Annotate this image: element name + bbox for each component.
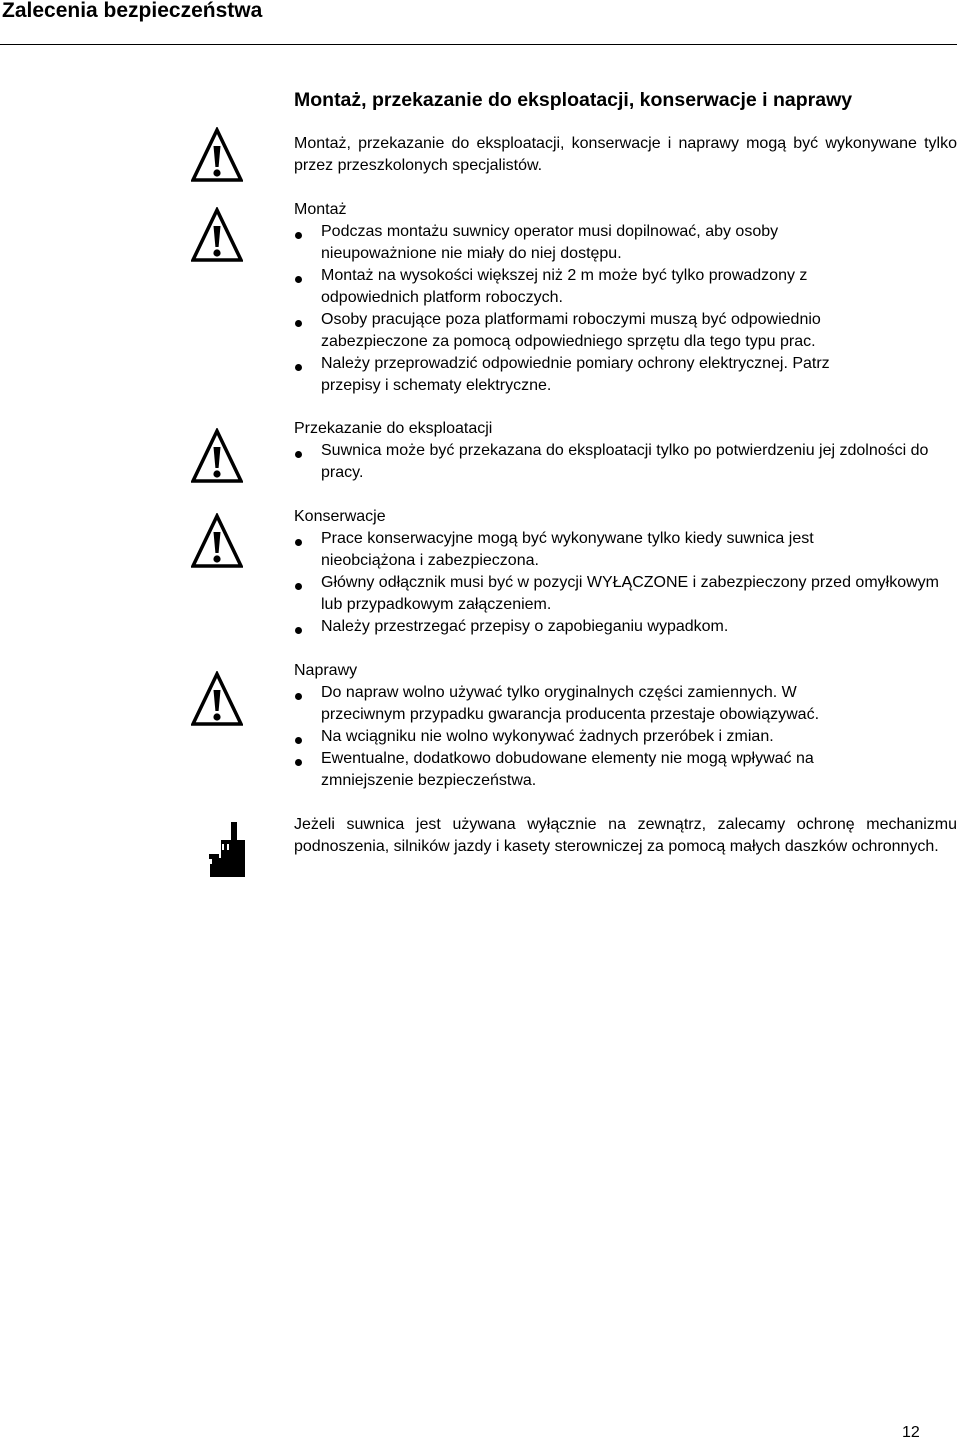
bullet-icon [295, 737, 302, 744]
warning-triangle-icon [191, 671, 243, 727]
bullet-icon [295, 693, 302, 700]
bullet-icon [295, 451, 302, 458]
warning-triangle-icon [191, 127, 243, 183]
hand-pointer-icon [209, 820, 245, 878]
bullet-icon [295, 364, 302, 371]
list-montaz [294, 221, 957, 397]
list-item: Należy przeprowadzić odpowiednie pomiary ochrony elektrycznej. Patrz przepisy i schematy elektryczne. [294, 353, 957, 397]
header-title: Zalecenia bezpieczeństwa [2, 0, 263, 22]
bullet-icon [295, 759, 302, 766]
bullet-icon [295, 539, 302, 546]
heading-przekazanie: Przekazanie do eksploatacji [294, 420, 493, 437]
list-naprawy [294, 682, 957, 792]
list-item: Suwnica może być przekazana do eksploatacji tylko po potwierdzeniu jej zdolności do pracy. [294, 440, 957, 484]
list-item: Osoby pracujące poza platformami roboczymi muszą być odpowiednio zabezpieczone za pomocą odpowiedniego sprzętu dla tego typu prac. [294, 309, 957, 353]
bullet-icon [295, 276, 302, 283]
note-paragraph: Jeżeli suwnica jest używana wyłącznie na zewnątrz, zalecamy ochronę mechanizmu podnoszenia, silników jazdy i kasety sterowniczej za pomocą małych daszków ochronnych. [294, 816, 957, 855]
section-title: Montaż, przekazanie do eksploatacji, konserwacje i naprawy [294, 89, 853, 111]
page-number: 12 [902, 1424, 920, 1441]
warning-triangle-icon [191, 207, 243, 263]
list-item: Główny odłącznik musi być w pozycji WYŁĄCZONE i zabezpieczony przed omyłkowym lub przypadkowym załączeniem. [294, 572, 957, 616]
list-item: Ewentualne, dodatkowo dobudowane elementy nie mogą wpływać na zmniejszenie bezpieczeństwa. [294, 748, 957, 792]
list-item: Montaż na wysokości większej niż 2 m może być tylko prowadzony z odpowiednich platform roboczych. [294, 265, 957, 309]
bullet-icon [295, 627, 302, 634]
list-item: Należy przestrzegać przepisy o zapobieganiu wypadkom. [294, 616, 957, 638]
list-item: Do napraw wolno używać tylko oryginalnych części zamiennych. W przeciwnym przypadku gwarancja producenta przestaje obowiązywać. [294, 682, 957, 726]
bullet-icon [295, 232, 302, 239]
warning-triangle-icon [191, 513, 243, 569]
heading-montaz: Montaż [294, 201, 347, 218]
intro-paragraph: Montaż, przekazanie do eksploatacji, konserwacje i naprawy mogą być wykonywane tylko przez przeszkolonych specjalistów. [294, 135, 957, 174]
list-przekazanie [294, 440, 957, 484]
list-konserwacje [294, 528, 957, 638]
list-item: Podczas montażu suwnicy operator musi dopilnować, aby osoby nieupoważnione nie miały do niej dostępu. [294, 221, 957, 265]
warning-triangle-icon [191, 428, 243, 484]
heading-naprawy: Naprawy [294, 662, 358, 679]
heading-konserwacje: Konserwacje [294, 508, 386, 525]
bullet-icon [295, 320, 302, 327]
header-divider [0, 44, 957, 45]
list-item: Prace konserwacyjne mogą być wykonywane tylko kiedy suwnica jest nieobciążona i zabezpieczona. [294, 528, 957, 572]
bullet-icon [295, 583, 302, 590]
list-item: Na wciągniku nie wolno wykonywać żadnych przeróbek i zmian. [294, 726, 957, 748]
